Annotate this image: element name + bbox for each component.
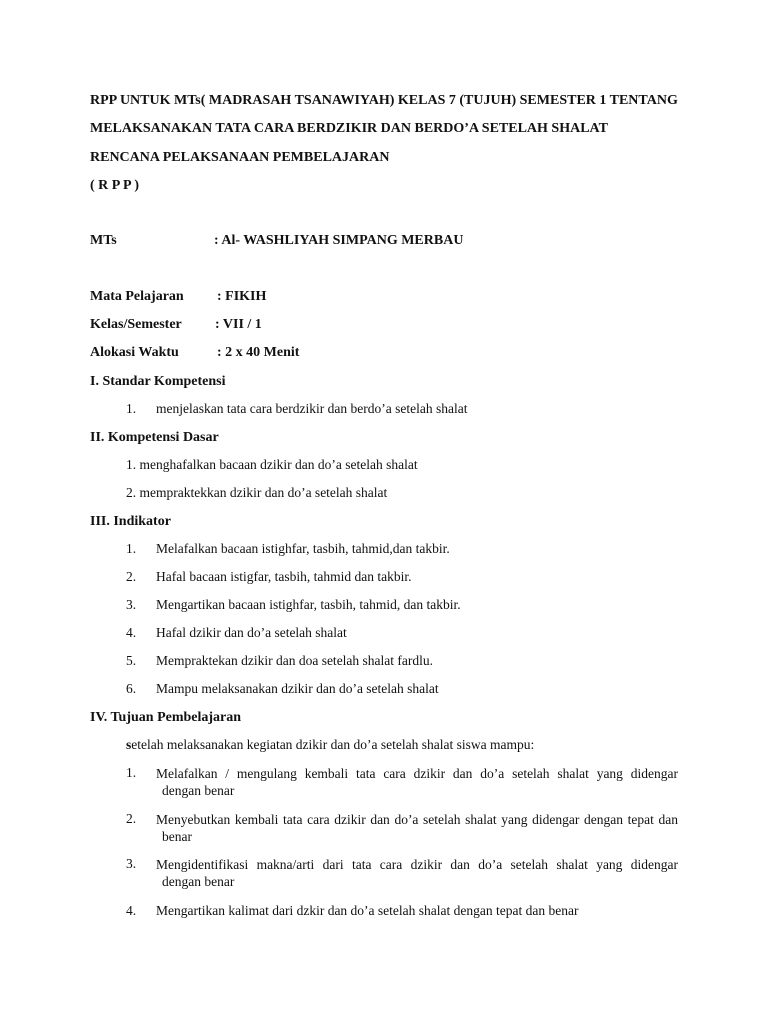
class-value: : VII / 1 [215, 317, 262, 332]
time-label: Alokasi Waktu [90, 345, 179, 360]
mts-label: MTs [90, 233, 117, 248]
subject-value: : FIKIH [217, 289, 267, 304]
tujuan-intro [126, 737, 534, 753]
standar-item-text: menjelaskan tata cara berdzikir dan berdo’a setelah shalat [156, 401, 468, 416]
indikator-number: 3. [126, 597, 137, 612]
indikator-number: 1. [126, 541, 137, 556]
title-line-2: MELAKSANAKAN TATA CARA BERDZIKIR DAN BERDO’A SETELAH SHALAT [90, 121, 608, 136]
tujuan-text-line1: Mengidentifikasi makna/arti dari tata cara dzikir dan do’a setelah shalat yang didengar [156, 857, 678, 872]
indikator-text: Melafalkan bacaan istighfar, tasbih, tahmid,dan takbir. [156, 541, 450, 556]
section-heading-dasar: II. Kompetensi Dasar [90, 430, 219, 445]
section-heading-standar: I. Standar Kompetensi [90, 374, 226, 389]
subject-label: Mata Pelajaran [90, 289, 184, 304]
title-line-3: RENCANA PELAKSANAAN PEMBELAJARAN [90, 150, 390, 165]
tujuan-text-line1: Melafalkan / mengulang kembali tata cara dzikir dan do’a setelah shalat yang didengar [156, 766, 678, 781]
indikator-text: Mampu melaksanakan dzikir dan do’a setelah shalat [156, 681, 439, 696]
time-value: : 2 x 40 Menit [217, 345, 300, 360]
title-line-4: ( R P P ) [90, 178, 139, 193]
tujuan-text-line1: Mengartikan kalimat dari dzkir dan do’a setelah shalat dengan tepat dan benar [156, 903, 579, 918]
indikator-text: Hafal dzikir dan do’a setelah shalat [156, 625, 347, 640]
tujuan-text-line2: dengan benar [162, 783, 235, 798]
tujuan-number: 3. [126, 856, 137, 871]
indikator-number: 6. [126, 681, 137, 696]
tujuan-number: 4. [126, 903, 137, 918]
tujuan-text-line2: benar [162, 829, 192, 844]
standar-item-number: 1. [126, 401, 137, 416]
section-heading-tujuan: IV. Tujuan Pembelajaran [90, 710, 242, 725]
dasar-item: 1. menghafalkan bacaan dzikir dan do’a setelah shalat [126, 457, 418, 472]
dasar-item: 2. mempraktekkan dzikir dan do’a setelah shalat [126, 485, 388, 500]
indikator-text: Mempraktekan dzikir dan doa setelah shalat fardlu. [156, 653, 434, 668]
section-heading-indikator: III. Indikator [90, 514, 171, 529]
tujuan-text-line2: dengan benar [162, 874, 235, 889]
mts-value: : Al- WASHLIYAH SIMPANG MERBAU [214, 233, 464, 248]
indikator-number: 5. [126, 653, 137, 668]
indikator-number: 2. [126, 569, 137, 584]
tujuan-intro-first-letter: s [126, 737, 132, 752]
tujuan-number: 2. [126, 811, 137, 826]
title-line-1: RPP UNTUK MTs( MADRASAH TSANAWIYAH) KELAS 7 (TUJUH) SEMESTER 1 TENTANG [90, 93, 678, 108]
indikator-text: Hafal bacaan istigfar, tasbih, tahmid dan takbir. [156, 569, 412, 584]
tujuan-intro-rest: etelah melaksanakan kegiatan dzikir dan do’a setelah shalat siswa mampu: [131, 737, 535, 752]
tujuan-text-line1: Menyebutkan kembali tata cara dzikir dan do’a setelah shalat yang didengar dengan tepat dan [156, 812, 678, 827]
class-label: Kelas/Semester [90, 317, 182, 332]
indikator-text: Mengartikan bacaan istighfar, tasbih, tahmid, dan takbir. [156, 597, 461, 612]
indikator-number: 4. [126, 625, 137, 640]
tujuan-number: 1. [126, 765, 137, 780]
